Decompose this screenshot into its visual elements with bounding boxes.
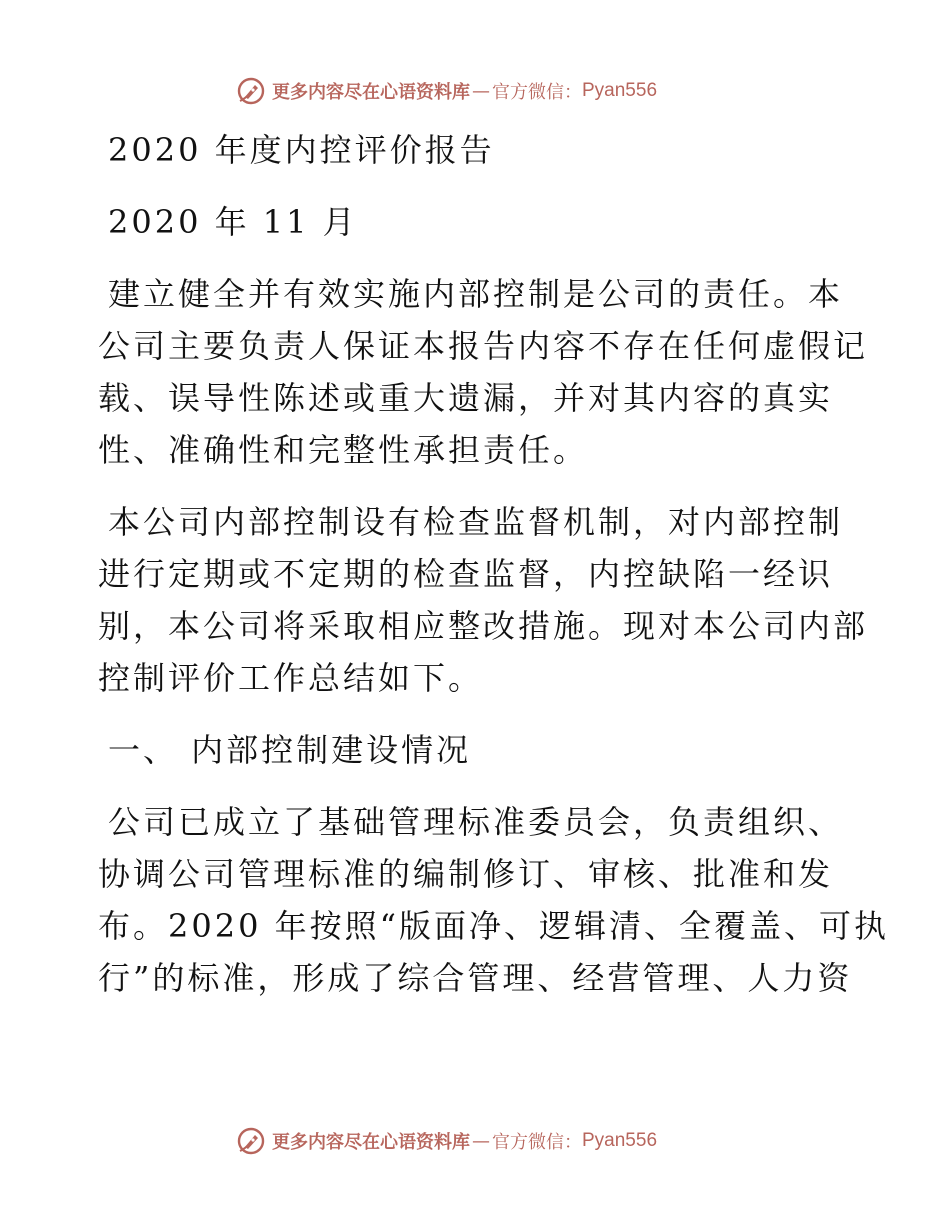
document-body [98,124,889,1004]
banner-wechat-label: 官方微信： [492,82,582,103]
paragraph-line: 建立健全并有效实施内部控制是公司的责任。本 [108,275,844,313]
banner-brand-text: 更多内容尽在心语资料库 [272,82,470,103]
paragraph-3 [98,796,889,1004]
footer-banner [236,1124,657,1158]
banner-wechat-label: 官方微信： [492,1132,582,1153]
header-banner [236,74,657,108]
paragraph-line: 别，本公司将采取相应整改措施。现对本公司内部 [98,607,869,645]
pen-nib-circle-icon [236,76,266,106]
banner-brand-text: 更多内容尽在心语资料库 [272,1132,470,1153]
banner-wechat-id: Pyan556 [582,80,658,101]
document-title: 2020 年度内控评价报告 [108,131,495,169]
paragraph-2 [98,496,868,704]
banner-dash: — [472,1130,490,1152]
paragraph-1 [98,268,868,476]
paragraph-line: 性、准确性和完整性承担责任。 [98,431,589,469]
banner-wechat-id: Pyan556 [582,1130,658,1151]
document-date: 2020 年 11 月 [108,203,358,241]
pen-nib-circle-icon [236,1126,266,1156]
paragraph-line: 载、误导性陈述或重大遗漏，并对其内容的真实 [98,379,834,417]
paragraph-line: 控制评价工作总结如下。 [98,659,484,697]
paragraph-line: 行”的标准，形成了综合管理、经营管理、人力资 [98,959,853,997]
banner-dash: — [472,80,490,102]
paragraph-line: 布。2020 年按照“版面净、逻辑清、全覆盖、可执 [98,907,889,945]
paragraph-line: 本公司内部控制设有检查监督机制，对内部控制 [108,503,844,541]
paragraph-line: 公司主要负责人保证本报告内容不存在任何虚假记 [98,327,869,365]
paragraph-line: 进行定期或不定期的检查监督，内控缺陷一经识 [98,555,834,593]
section-heading: 一、 内部控制建设情况 [108,731,472,769]
paragraph-line: 协调公司管理标准的编制修订、审核、批准和发 [98,855,834,893]
paragraph-line: 公司已成立了基础管理标准委员会，负责组织、 [108,803,844,841]
